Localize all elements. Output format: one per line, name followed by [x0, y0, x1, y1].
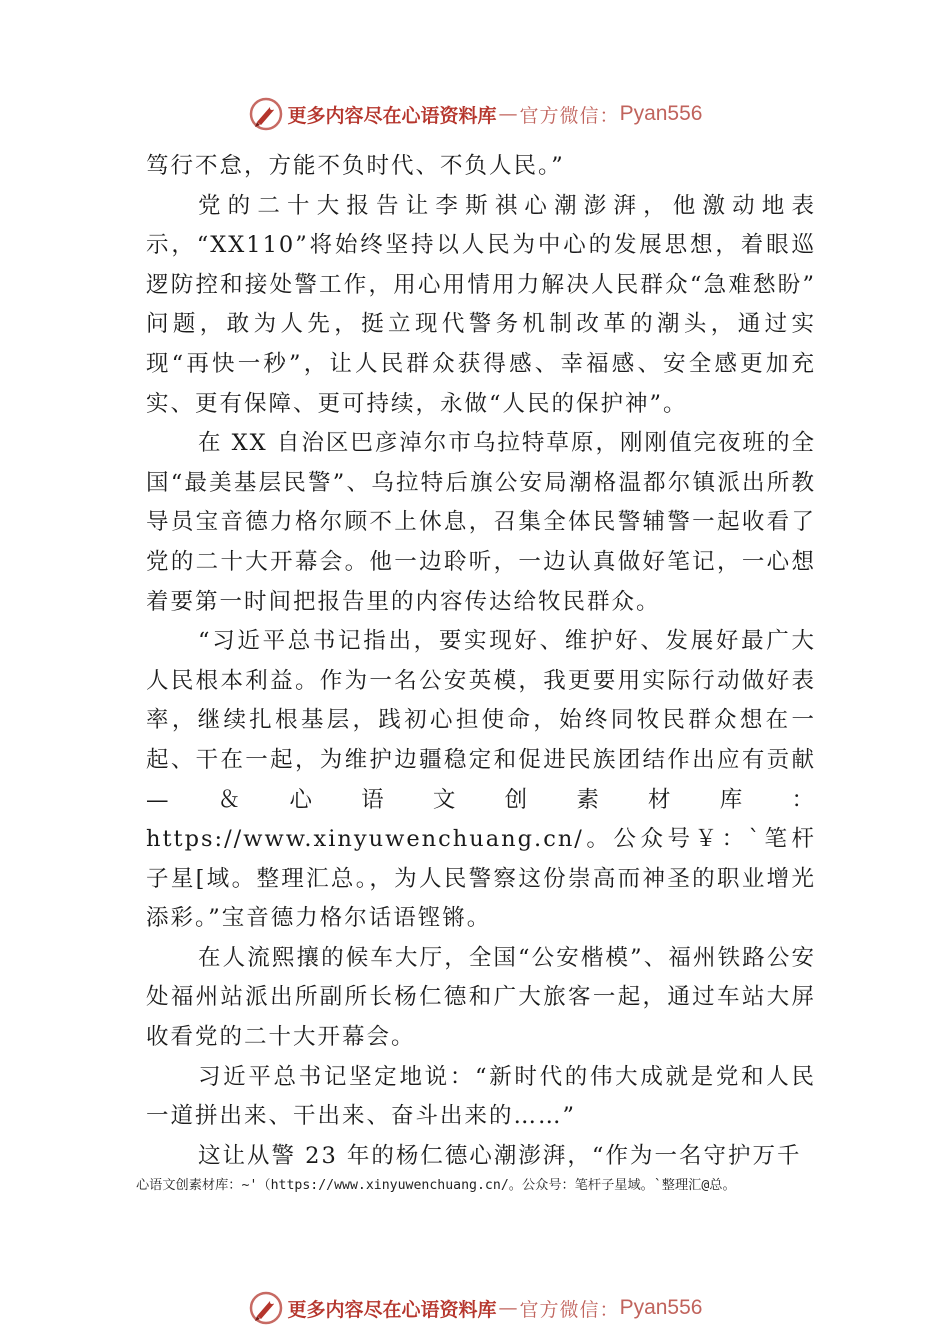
pen-logo-icon — [248, 96, 284, 132]
banner-wechat-label: 官方微信： — [519, 1298, 620, 1321]
paragraph: 在人流熙攘的候车大厅，全国“公安楷模”、福州铁路公安处福州站派出所副所长杨仁德和广大旅客一起，通过车站大屏收看党的二十大开幕会。 — [146, 944, 816, 1051]
paragraph: 笃行不怠，方能不负时代、不负人民。” — [146, 153, 565, 179]
paragraph: 在 XX 自治区巴彦淖尔市乌拉特草原，刚刚值完夜班的全国“最美基层民警”、乌拉特后旗公安局潮格温都尔镇派出所教导员宝音德力格尔顾不上休息，召集全体民警辅警一起收看了党的二十大开幕会。他一边聆听，一边认真做好笔记，一心想着要第一时间把报告里的内容传达给牧民群众。 — [146, 430, 816, 615]
pen-logo-icon — [248, 1290, 284, 1326]
banner-wechat-label: 官方微信： — [519, 104, 620, 127]
banner-separator: — — [498, 1297, 518, 1319]
paragraph: 这让从警 23 年的杨仁德心潮澎湃，“作为一名守护万千 — [198, 1142, 802, 1169]
banner-separator: — — [498, 103, 518, 125]
banner-wechat-id: Pyan556 — [619, 102, 703, 125]
banner-wechat-id: Pyan556 — [619, 1296, 703, 1319]
banner-slogan: 更多内容尽在心语资料库 — [287, 104, 497, 127]
paragraph: “习近平总书记指出，要实现好、维护好、发展好最广大人民根本利益。作为一名公安英模，我更要用实际行动做好表率，继续扎根基层，践初心担使命，始终同牧民群众想在一起、干在一起，为维护边疆稳定和促进民族团结作出应有贡献—＆心语文创素材库：https://www.xinyuwenchuang.cn/。公众号￥：`笔杆子星[域。整理汇总。，为人民警察这份崇高而神圣的职业增光添彩。”宝音德力格尔话语铿锵。 — [146, 628, 816, 932]
banner-slogan: 更多内容尽在心语资料库 — [287, 1298, 497, 1321]
paragraph: 习近平总书记坚定地说：“新时代的伟大成就是党和人民一道拼出来、干出来、奋斗出来的……” — [146, 1063, 816, 1130]
footer-banner — [0, 1288, 950, 1328]
header-banner — [0, 94, 950, 134]
document-body — [146, 147, 816, 1176]
paragraph: 党的二十大报告让李斯祺心潮澎湃，他激动地表示，“XX110”将始终坚持以人民为中心的发展思想，着眼巡逻防控和接处警工作，用心用情用力解决人民群众“急难愁盼” 问题，敢为人先，挺立现代警务机制改革的潮头，通过实现“再快一秒”，让人民群众获得感、幸福感、安全感更加充实、更有保障、更可持续，永做“人民的保护神”。 — [146, 192, 816, 417]
footnote: 心语文创素材库：~'（https://www.xinyuwenchuang.cn/。公众号：笔杆子星域。`整理汇@总。 — [136, 1178, 736, 1193]
